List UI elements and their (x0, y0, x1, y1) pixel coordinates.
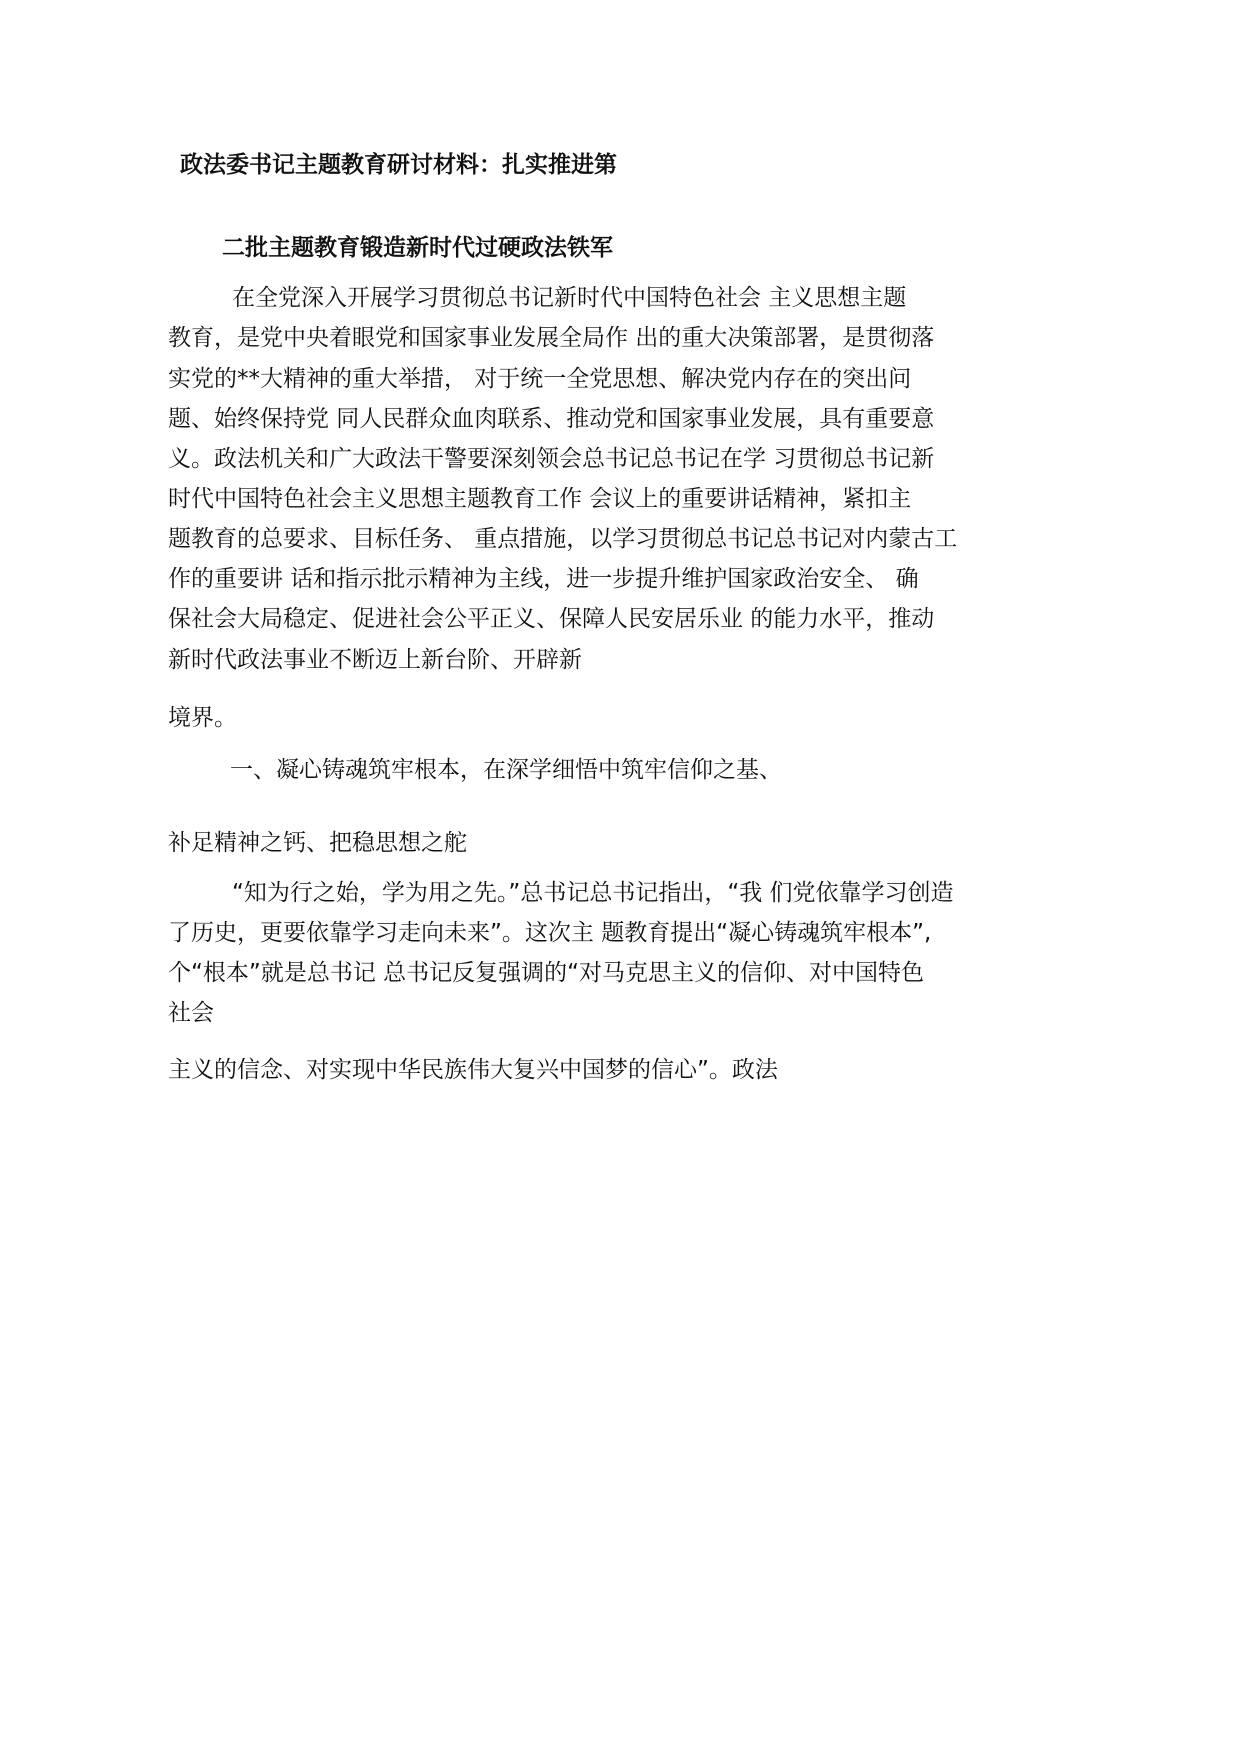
paragraph-1-line-1: 在全党深入开展学习贯彻总书记新时代中国特色社会 主义思想主题 (232, 285, 907, 311)
paragraph-1-line-6: 时代中国特色社会主义思想主题教育工作 会议上的重要讲话精神，紧扣主 (168, 486, 912, 512)
paragraph-1-line-9: 保社会大局稳定、促进社会公平正义、保障人民安居乐业 的能力水平，推动 (168, 606, 935, 632)
paragraph-2-line-1: “知为行之始，学为用之先。”总书记总书记指出，“我 们党依靠学习创造 (232, 880, 954, 906)
title-line-1: 政法委书记主题教育研讨材料：扎实推进第 (180, 152, 617, 178)
paragraph-2-line-5: 主义的信念、对实现中华民族伟大复兴中国梦的信心”。政法 (168, 1057, 778, 1083)
section-1-heading-line-1: 一、凝心铸魂筑牢根本，在深学细悟中筑牢信仰之基、 (230, 757, 782, 783)
paragraph-1-line-3: 实党的**大精神的重大举措， 对于统一全党思想、解决党内存在的突出问 (168, 366, 912, 392)
title-line-2: 二批主题教育锻造新时代过硬政法铁军 (222, 235, 613, 261)
paragraph-2-line-3: 个“根本”就是总书记 总书记反复强调的“对马克思主义的信仰、对中国特色 (168, 960, 925, 986)
paragraph-2-line-4: 社会 (168, 1000, 214, 1026)
paragraph-1-line-10: 新时代政法事业不断迈上新台阶、开辟新 (168, 647, 582, 673)
paragraph-1-line-7: 题教育的总要求、目标任务、 重点措施，以学习贯彻总书记总书记对内蒙古工 (168, 526, 958, 552)
paragraph-1-line-4: 题、始终保持党 同人民群众血肉联系、推动党和国家事业发展，具有重要意 (168, 406, 935, 432)
paragraph-1-line-2: 教育，是党中央着眼党和国家事业发展全局作 出的重大决策部署，是贯彻落 (168, 325, 935, 351)
paragraph-1-line-5: 义。政法机关和广大政法干警要深刻领会总书记总书记在学 习贯彻总书记新 (168, 446, 935, 472)
paragraph-1-line-8: 作的重要讲 话和指示批示精神为主线，进一步提升维护国家政治安全、 确 (168, 566, 919, 592)
paragraph-1-line-11: 境界。 (168, 705, 237, 731)
section-1-heading-line-2: 补足精神之钙、把稳思想之舵 (168, 830, 467, 856)
paragraph-2-line-2: 了历史，更要依靠学习走向未来”。这次主 题教育提出“凝心铸魂筑牢根本”, (168, 920, 932, 946)
